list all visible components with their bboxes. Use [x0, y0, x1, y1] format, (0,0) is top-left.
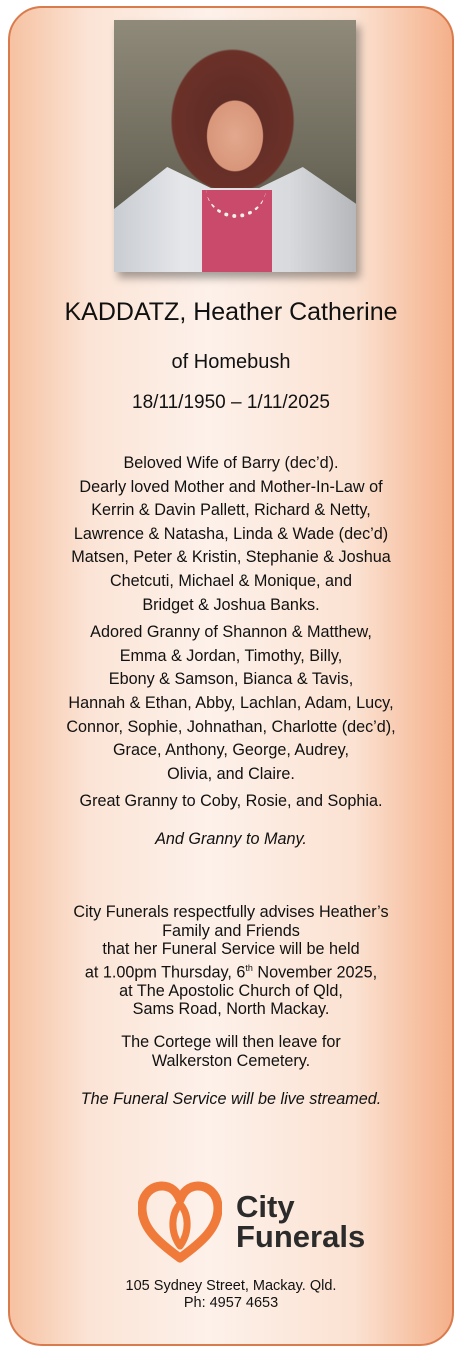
family-line: Lawrence & Natasha, Linda & Wade (dec’d) [73, 524, 389, 543]
service-time: at 1.00pm Thursday, 6 [84, 963, 246, 982]
granny-line: Grace, Anthony, George, Audrey, [112, 741, 350, 760]
service-line: Sams Road, North Mackay. [132, 1000, 330, 1019]
granny-line: Ebony & Samson, Bianca & Tavis, [108, 670, 354, 689]
service-line: City Funerals respectfully advises Heather’s [73, 903, 389, 921]
date-suffix: th [245, 962, 253, 973]
live-stream-note: The Funeral Service will be live streamed. [80, 1090, 382, 1109]
family-text [10, 452, 452, 852]
contact-block [10, 1278, 452, 1312]
family-line: Chetcuti, Michael & Monique, and [109, 571, 353, 590]
address: 105 Sydney Street, Mackay. Qld. [125, 1278, 337, 1294]
deceased-name: KADDATZ, Heather Catherine [64, 298, 398, 326]
family-line: Dearly loved Mother and Mother-In-Law of [79, 477, 383, 496]
family-line: Kerrin & Davin Pallett, Richard & Netty, [91, 501, 371, 520]
service-line: that her Funeral Service will be held [102, 940, 360, 959]
logo-line-funerals: Funerals [236, 1219, 366, 1254]
funeral-notice-card [8, 6, 454, 1346]
family-line: Beloved Wife of Barry (dec’d). [123, 454, 339, 472]
cortege-line: Walkerston Cemetery. [151, 1051, 311, 1070]
granny-line: Adored Granny of Shannon & Matthew, [90, 623, 372, 642]
family-line: Bridget & Joshua Banks. [142, 595, 320, 614]
city-funerals-heart-icon [138, 1180, 222, 1264]
granny-to-many: And Granny to Many. [155, 829, 307, 848]
portrait-photo [114, 20, 356, 272]
service-line [10, 959, 452, 982]
granny-line: Olivia, and Claire. [167, 764, 295, 783]
family-line: Matsen, Peter & Kristin, Stephanie & Joshua [71, 548, 391, 567]
life-dates: 18/11/1950 – 1/11/2025 [132, 392, 330, 413]
phone: Ph: 4957 4653 [183, 1295, 279, 1311]
service-line: Family and Friends [162, 921, 300, 940]
granny-line: Emma & Jordan, Timothy, Billy, [119, 646, 343, 665]
service-details [10, 903, 452, 1109]
city-funerals-logo-text [236, 1189, 366, 1254]
service-line: at The Apostolic Church of Qld, [119, 981, 343, 1000]
granny-line: Connor, Sophie, Johnathan, Charlotte (dec’d), [66, 717, 396, 736]
granny-line: Hannah & Ethan, Abby, Lachlan, Adam, Lucy, [68, 693, 394, 712]
locality: of Homebush [171, 351, 291, 373]
cortege-line: The Cortege will then leave for [121, 1032, 341, 1051]
logo-line-city: City [236, 1189, 295, 1224]
service-date: November 2025, [252, 963, 378, 982]
great-granny-line: Great Granny to Coby, Rosie, and Sophia. [79, 792, 383, 811]
